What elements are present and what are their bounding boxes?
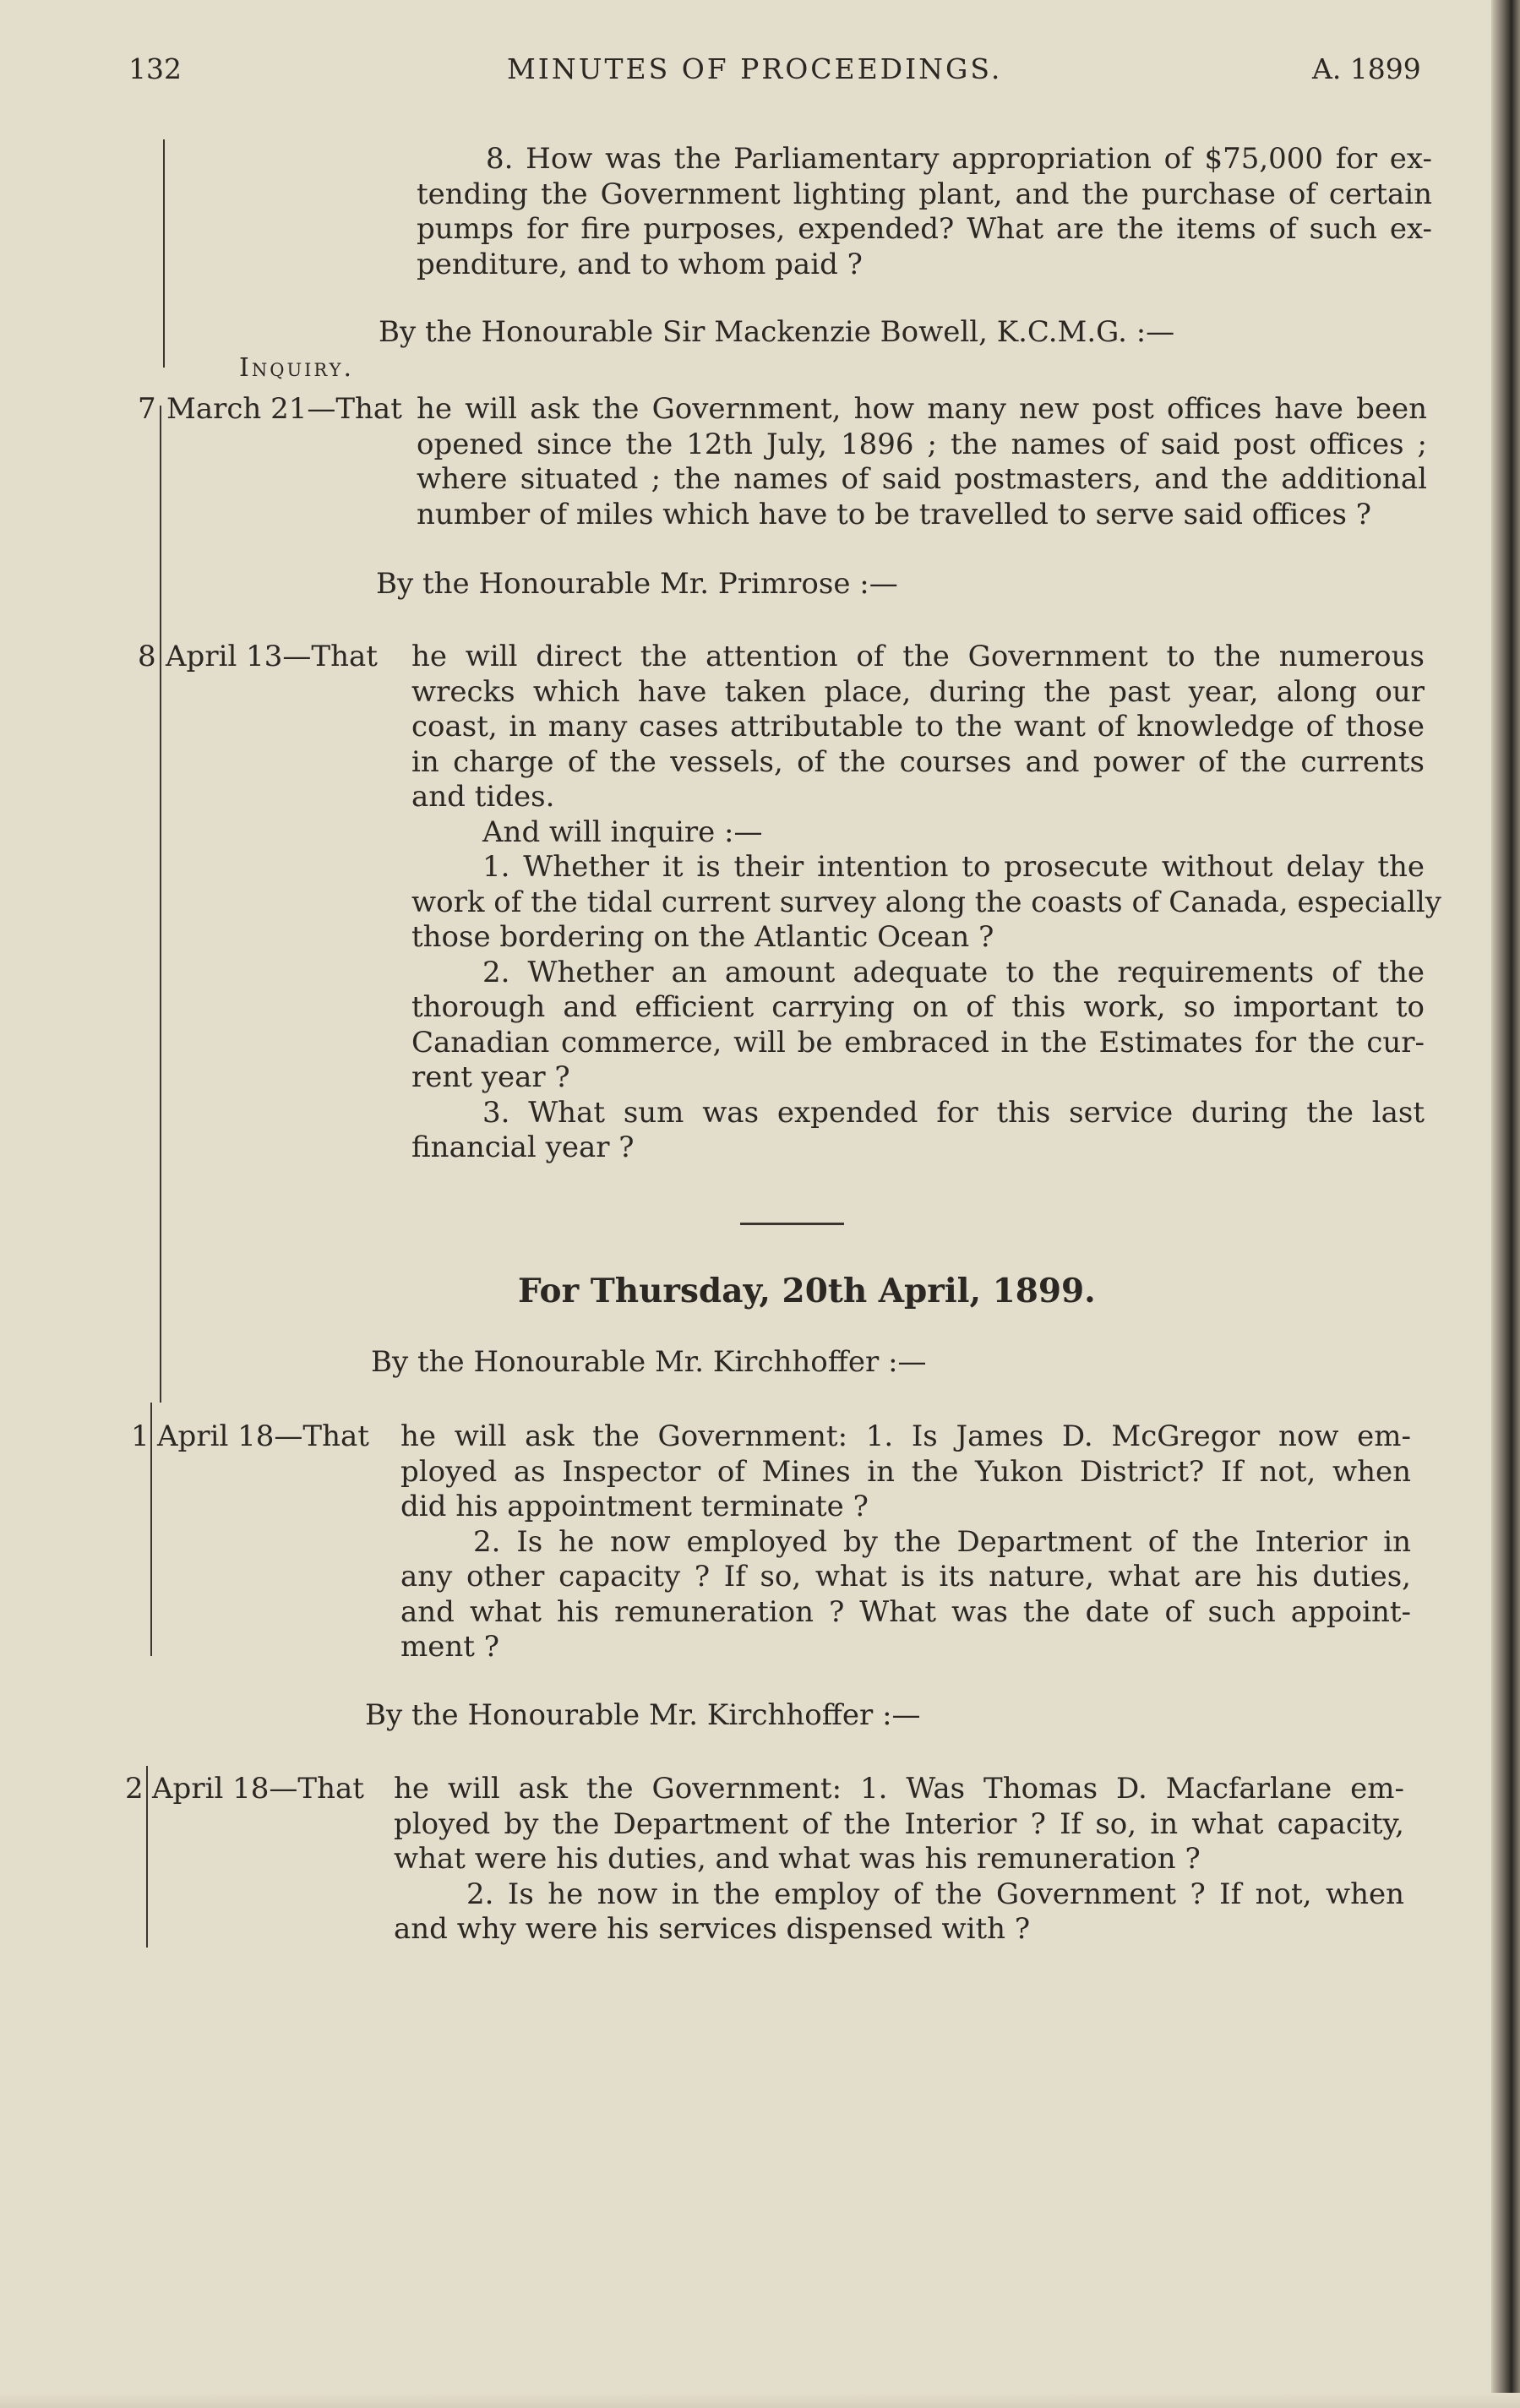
text-line: wrecks which have taken place, during the past year, along our bbox=[411, 674, 1425, 709]
inquiry-margin-label: Inquiry. bbox=[239, 353, 355, 383]
margin-rule-4 bbox=[146, 1766, 148, 1948]
text-line: penditure, and to whom paid ? bbox=[417, 247, 863, 281]
notice-date: April 18—That bbox=[152, 1772, 364, 1806]
text-line: opened since the 12th July, 1896 ; the names of said post offices ; bbox=[417, 427, 1427, 461]
signature-primrose: By the Honourable Mr. Primrose :— bbox=[376, 567, 898, 601]
notice-date: March 21—That bbox=[166, 392, 402, 426]
text-line: he will direct the attention of the Government to the numerous bbox=[411, 640, 1425, 673]
margin-rule-2 bbox=[160, 406, 161, 1403]
text-line: 8. How was the Parliamentary appropriation of $75,000 for ex- bbox=[486, 142, 1432, 176]
kirchhoffer-notice-2-text bbox=[394, 1772, 1404, 1948]
text-line: Canadian commerce, will be embraced in the Estimates for the cur- bbox=[411, 1025, 1425, 1060]
margin-rule-1 bbox=[163, 139, 165, 368]
notice-date: April 18—That bbox=[157, 1419, 369, 1453]
page-binding-edge bbox=[1491, 0, 1520, 2408]
text-line: work of the tidal current survey along the coasts of Canada, especially bbox=[411, 885, 1442, 919]
notice-date: April 13—That bbox=[166, 640, 378, 673]
text-line: did his appointment terminate ? bbox=[400, 1490, 869, 1523]
running-title: MINUTES OF PROCEEDINGS. bbox=[507, 52, 1003, 85]
text-line: ployed as Inspector of Mines in the Yukon District? If not, when bbox=[400, 1454, 1411, 1489]
text-line: he will ask the Government, how many new post offices have been bbox=[417, 392, 1427, 426]
section-divider bbox=[740, 1223, 844, 1225]
section-heading: For Thursday, 20th April, 1899. bbox=[518, 1272, 1096, 1310]
text-line: 2. Is he now in the employ of the Government ? If not, when bbox=[466, 1877, 1404, 1911]
text-line: coast, in many cases attributable to the want of knowledge of those bbox=[411, 710, 1425, 744]
text-line: and tides. bbox=[411, 780, 555, 814]
text-line: 2. Whether an amount adequate to the requirements of the bbox=[482, 955, 1425, 989]
text-line: ployed by the Department of the Interior ? If so, in what capacity, bbox=[394, 1806, 1404, 1841]
text-line: number of miles which have to be travelled to serve said offices ? bbox=[417, 497, 1371, 531]
primrose-notice-text bbox=[411, 640, 1442, 1166]
text-line: and what his remuneration ? What was the date of such appoint- bbox=[400, 1594, 1411, 1629]
text-line: thorough and efficient carrying on of this work, so important to bbox=[411, 990, 1425, 1024]
text-line: pumps for fire purposes, expended? What are the items of such ex- bbox=[417, 212, 1432, 246]
notice-number: 1 bbox=[131, 1419, 150, 1453]
text-line: And will inquire :— bbox=[482, 814, 763, 849]
text-line: 2. Is he now employed by the Department of the Interior in bbox=[473, 1524, 1411, 1559]
question-8-continuation bbox=[417, 142, 1432, 282]
text-line: any other capacity ? If so, what is its nature, what are his duties, bbox=[400, 1560, 1411, 1594]
text-line: 3. What sum was expended for this service during the last bbox=[482, 1095, 1425, 1130]
text-line: and why were his services dispensed with ? bbox=[394, 1912, 1031, 1946]
text-line: financial year ? bbox=[411, 1130, 635, 1164]
notice-number: 2 bbox=[125, 1772, 144, 1806]
text-line: rent year ? bbox=[411, 1060, 570, 1094]
text-line: he will ask the Government: 1. Is James D. McGregor now em- bbox=[400, 1419, 1411, 1453]
notice-number: 7 bbox=[138, 392, 156, 426]
text-line: in charge of the vessels, of the courses and power of the currents bbox=[411, 744, 1425, 779]
text-line: where situated ; the names of said postmasters, and the additional bbox=[417, 462, 1427, 496]
text-line: 1. Whether it is their intention to prosecute without delay the bbox=[482, 850, 1425, 884]
signature-bowell: By the Honourable Sir Mackenzie Bowell, K.C.M.G. :— bbox=[379, 315, 1175, 349]
page-number: 132 bbox=[128, 52, 182, 85]
signature-kirchhoffer: By the Honourable Mr. Kirchhoffer :— bbox=[365, 1698, 921, 1732]
text-line: ment ? bbox=[400, 1630, 499, 1664]
signature-kirchhoffer: By the Honourable Mr. Kirchhoffer :— bbox=[371, 1345, 927, 1379]
text-line: those bordering on the Atlantic Ocean ? bbox=[411, 920, 994, 954]
text-line: tending the Government lighting plant, and the purchase of certain bbox=[417, 177, 1432, 211]
session-year: A. 1899 bbox=[1312, 52, 1421, 85]
text-line: he will ask the Government: 1. Was Thomas D. Macfarlane em- bbox=[394, 1772, 1404, 1806]
kirchhoffer-notice-1-text bbox=[400, 1419, 1411, 1665]
text-line: what were his duties, and what was his remuneration ? bbox=[394, 1842, 1201, 1876]
bowell-notice-text bbox=[417, 392, 1427, 532]
page-bottom-edge bbox=[0, 2393, 1520, 2408]
notice-number: 8 bbox=[138, 640, 156, 673]
margin-rule-3 bbox=[150, 1403, 152, 1656]
